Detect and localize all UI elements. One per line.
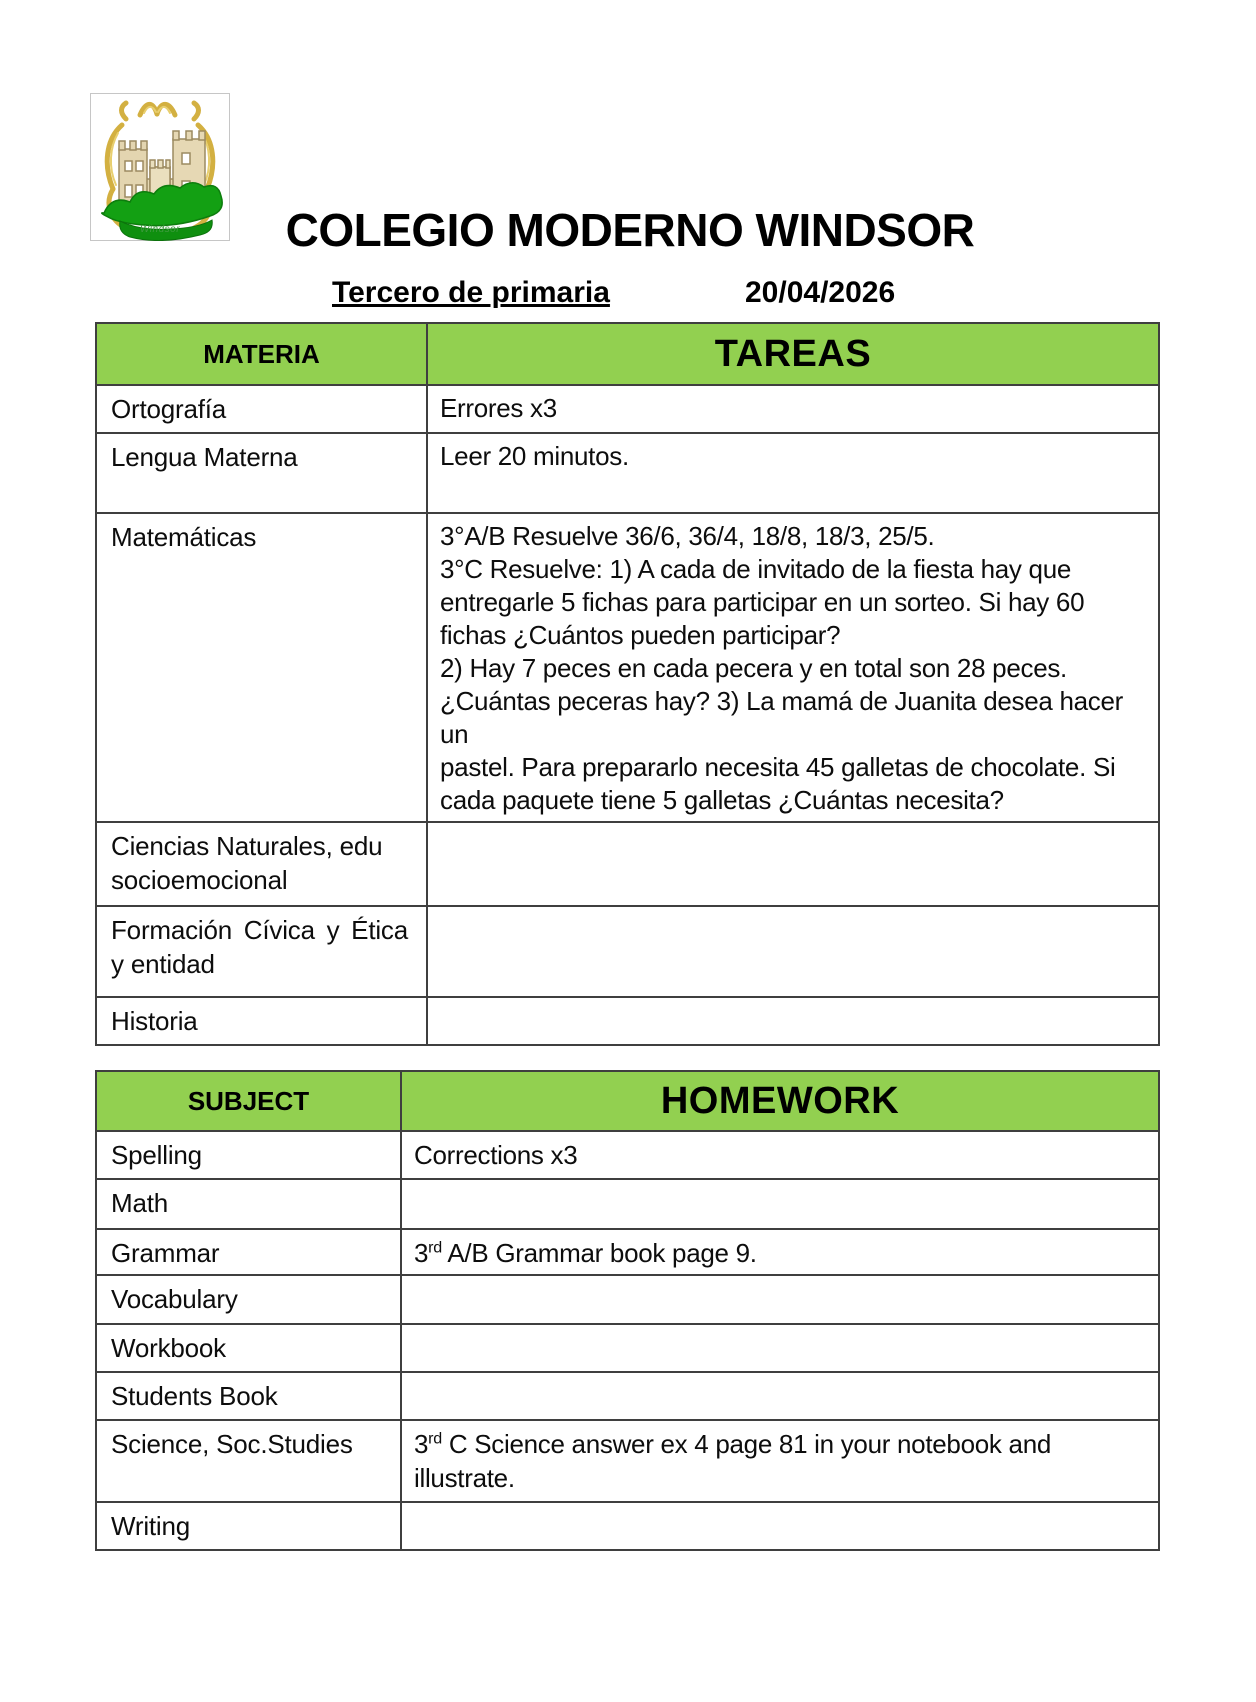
tarea-text: 3°A/B Resuelve 36/6, 36/4, 18/8, 18/3, 25/5. bbox=[440, 521, 935, 551]
subject-cell: Math bbox=[96, 1179, 401, 1229]
table-row bbox=[96, 1502, 1159, 1550]
materia-cell: Historia bbox=[96, 997, 427, 1045]
homework-text: A/B Grammar book page 9. bbox=[441, 1238, 757, 1268]
homework-text: C Science answer ex 4 page 81 in your notebook and illustrate. bbox=[414, 1429, 1052, 1493]
homework-cell bbox=[401, 1275, 1159, 1324]
ordinal-superscript: rd bbox=[428, 1429, 442, 1448]
logo-caption-text: Windsor bbox=[139, 224, 181, 235]
subject-cell: Science, Soc.Studies bbox=[96, 1420, 401, 1502]
homework-cell bbox=[401, 1179, 1159, 1229]
homework-column-header: HOMEWORK bbox=[401, 1071, 1159, 1131]
homework-table bbox=[95, 1070, 1160, 1551]
table-row bbox=[96, 1420, 1159, 1502]
subject-cell: Students Book bbox=[96, 1372, 401, 1420]
tarea-text: entregarle 5 fichas para participar en un sorteo. Si hay 60 bbox=[440, 587, 1085, 617]
subject-column-header: SUBJECT bbox=[96, 1071, 401, 1131]
tarea-cell bbox=[427, 513, 1159, 822]
table-row bbox=[96, 1372, 1159, 1420]
materia-cell: Ciencias Naturales, edu socioemocional bbox=[96, 822, 427, 906]
tarea-cell bbox=[427, 433, 1159, 513]
tarea-cell bbox=[427, 906, 1159, 997]
tareas-header-row bbox=[96, 323, 1159, 385]
homework-cell bbox=[401, 1229, 1159, 1275]
subject-cell: Writing bbox=[96, 1502, 401, 1550]
table-row bbox=[96, 513, 1159, 822]
table-row bbox=[96, 906, 1159, 997]
materia-cell: Formación Cívica y Ética y entidad bbox=[96, 906, 427, 997]
materia-cell: Matemáticas bbox=[96, 513, 427, 822]
tarea-text: 3°C Resuelve: 1) A cada de invitado de la fiesta hay que bbox=[440, 554, 1072, 584]
tarea-text: 2) Hay 7 peces en cada pecera y en total son 28 peces. bbox=[440, 653, 1067, 683]
table-row bbox=[96, 385, 1159, 433]
tarea-text: cada paquete tiene 5 galletas ¿Cuántas necesita? bbox=[440, 785, 1004, 815]
table-row bbox=[96, 1275, 1159, 1324]
materia-column-header: MATERIA bbox=[96, 323, 427, 385]
homework-cell bbox=[401, 1420, 1159, 1502]
ordinal-superscript: rd bbox=[428, 1238, 442, 1257]
table-row bbox=[96, 1229, 1159, 1275]
subject-cell: Workbook bbox=[96, 1324, 401, 1372]
page-title: COLEGIO MODERNO WINDSOR bbox=[285, 204, 975, 256]
tarea-text: Leer 20 minutos. bbox=[440, 441, 629, 471]
tareas-table bbox=[95, 322, 1160, 1046]
tareas-column-header: TAREAS bbox=[427, 323, 1159, 385]
table-row bbox=[96, 1324, 1159, 1372]
materia-cell: Ortografía bbox=[96, 385, 427, 433]
subject-cell: Grammar bbox=[96, 1229, 401, 1275]
homework-text: 3 bbox=[414, 1238, 429, 1268]
homework-cell bbox=[401, 1372, 1159, 1420]
tarea-text: fichas ¿Cuántos pueden participar? bbox=[440, 620, 841, 650]
homework-header-row bbox=[96, 1071, 1159, 1131]
school-logo bbox=[90, 93, 230, 241]
subject-cell: Spelling bbox=[96, 1131, 401, 1179]
materia-cell: Lengua Materna bbox=[96, 433, 427, 513]
tarea-text: ¿Cuántas peceras hay? 3) La mamá de Juanita desea hacer un bbox=[440, 686, 1124, 749]
homework-cell bbox=[401, 1502, 1159, 1550]
tarea-text: pastel. Para prepararlo necesita 45 galletas de chocolate. Si bbox=[440, 752, 1116, 782]
tarea-cell bbox=[427, 385, 1159, 433]
subject-cell: Vocabulary bbox=[96, 1275, 401, 1324]
grade-label: Tercero de primaria bbox=[332, 276, 610, 309]
table-row bbox=[96, 433, 1159, 513]
table-row bbox=[96, 1131, 1159, 1179]
homework-cell: Corrections x3 bbox=[401, 1131, 1159, 1179]
tarea-text: Errores x3 bbox=[440, 393, 557, 423]
table-row bbox=[96, 822, 1159, 906]
homework-cell bbox=[401, 1324, 1159, 1372]
tarea-cell bbox=[427, 822, 1159, 906]
tarea-cell bbox=[427, 997, 1159, 1045]
table-row bbox=[96, 1179, 1159, 1229]
homework-text: 3 bbox=[414, 1429, 429, 1459]
date-label: 20/04/2026 bbox=[745, 276, 896, 309]
school-crest-icon bbox=[90, 93, 230, 241]
table-row bbox=[96, 997, 1159, 1045]
